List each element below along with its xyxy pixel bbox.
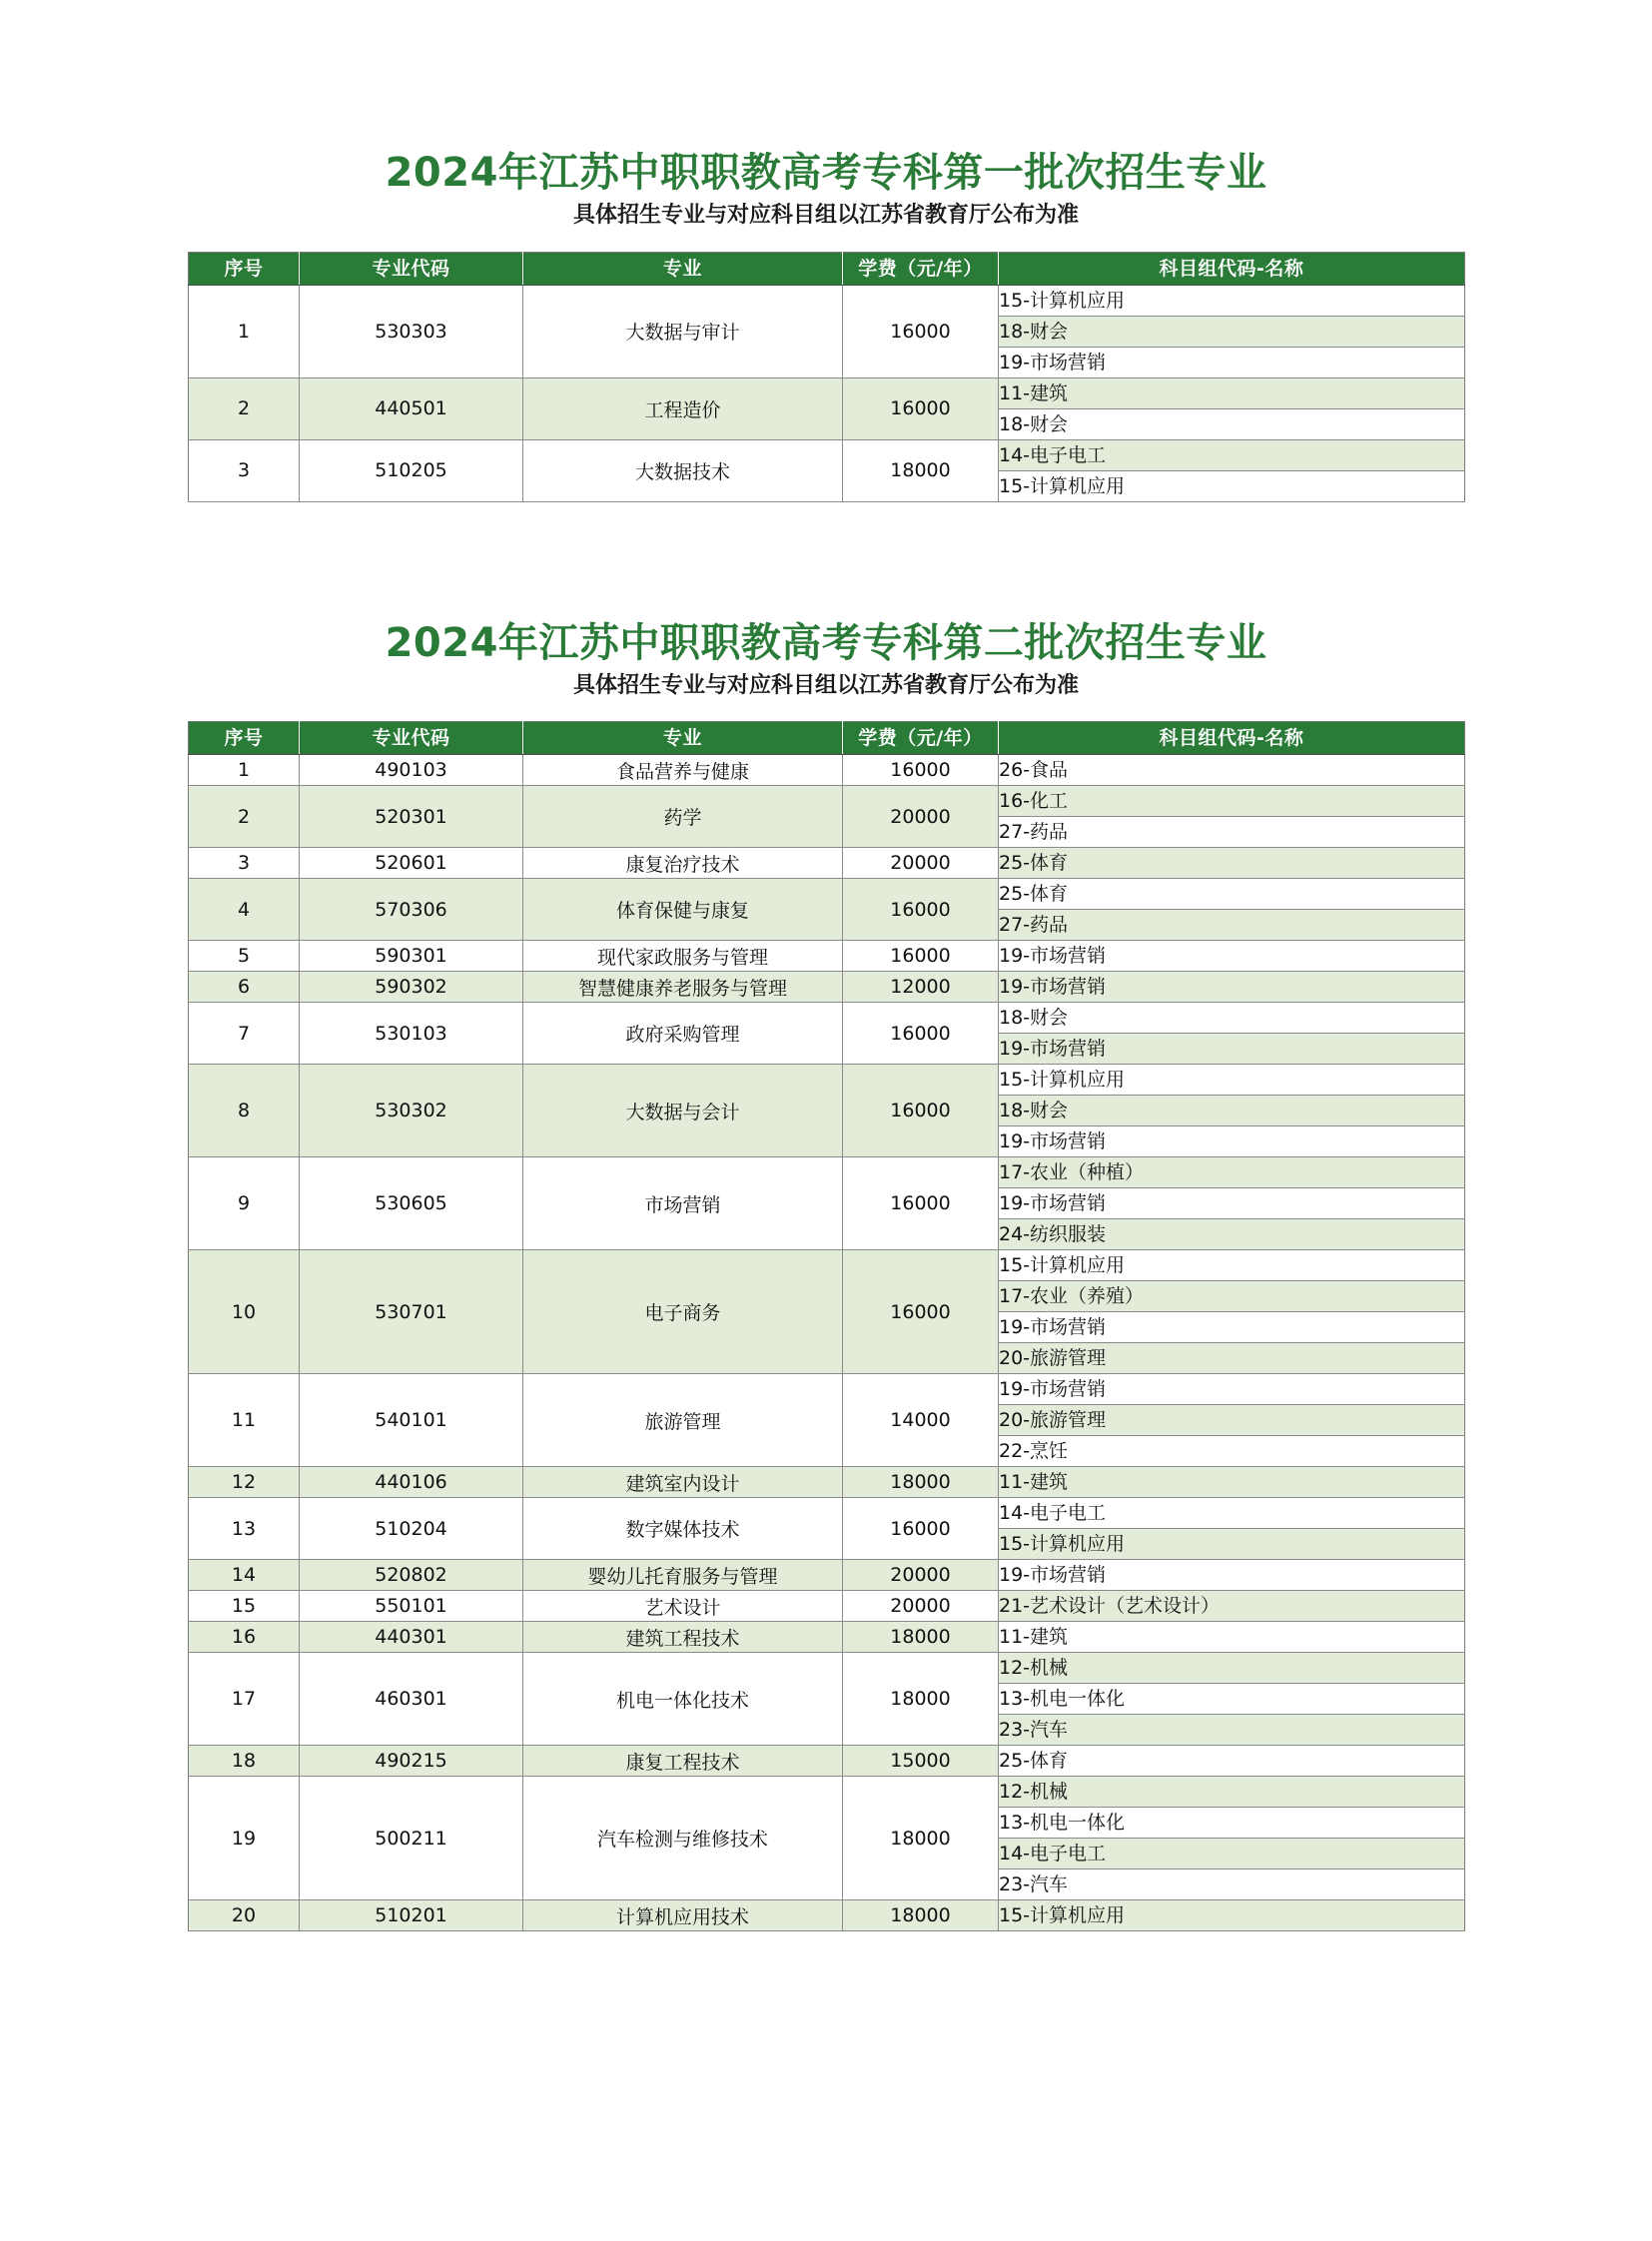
cell-subject-group: 19-市场营销 — [999, 347, 1465, 377]
cell-subject-group: 16-化工 — [999, 786, 1465, 817]
cell-major-code: 510201 — [300, 1900, 523, 1931]
col-header-subject-group: 科目组代码-名称 — [999, 252, 1465, 285]
cell-subject-group: 19-市场营销 — [999, 1374, 1465, 1405]
table-row — [189, 1591, 1465, 1622]
cell-subject-group: 21-艺术设计（艺术设计） — [999, 1591, 1465, 1622]
cell-subject-group: 17-农业（种植） — [999, 1157, 1465, 1188]
cell-major-name: 市场营销 — [523, 1157, 843, 1250]
col-header-major: 专业 — [523, 252, 843, 285]
cell-subject-group: 25-体育 — [999, 1746, 1465, 1777]
table-row — [189, 1746, 1465, 1777]
col-header-major-code: 专业代码 — [300, 252, 523, 285]
cell-subject-group: 24-纺织服装 — [999, 1219, 1465, 1250]
cell-subject-group: 27-药品 — [999, 817, 1465, 848]
cell-index: 13 — [189, 1498, 300, 1560]
cell-subject-group: 27-药品 — [999, 910, 1465, 941]
cell-subject-group: 11-建筑 — [999, 377, 1465, 408]
table-row — [189, 1157, 1465, 1188]
page-title-batch-one: 2024年江苏中职职教高考专科第一批次招生专业 — [385, 150, 1267, 196]
cell-subject-group: 15-计算机应用 — [999, 285, 1465, 316]
cell-major-name: 汽车检测与维修技术 — [523, 1777, 843, 1900]
cell-major-code: 530303 — [300, 285, 523, 377]
cell-tuition: 18000 — [843, 1653, 999, 1746]
table-row — [189, 439, 1465, 470]
cell-tuition: 20000 — [843, 786, 999, 848]
cell-index: 2 — [189, 377, 300, 439]
cell-tuition: 16000 — [843, 941, 999, 972]
table-header-batch-one — [189, 252, 1465, 285]
cell-major-name: 体育保健与康复 — [523, 879, 843, 941]
cell-major-name: 机电一体化技术 — [523, 1653, 843, 1746]
cell-major-code: 540101 — [300, 1374, 523, 1467]
cell-major-code: 530103 — [300, 1003, 523, 1065]
cell-subject-group: 19-市场营销 — [999, 1034, 1465, 1065]
cell-major-name: 艺术设计 — [523, 1591, 843, 1622]
cell-major-code: 530605 — [300, 1157, 523, 1250]
table-row — [189, 1250, 1465, 1281]
cell-index: 17 — [189, 1653, 300, 1746]
cell-subject-group: 15-计算机应用 — [999, 1900, 1465, 1931]
cell-index: 6 — [189, 972, 300, 1003]
cell-index: 11 — [189, 1374, 300, 1467]
cell-major-code: 440501 — [300, 377, 523, 439]
cell-major-name: 电子商务 — [523, 1250, 843, 1374]
table-row — [189, 1003, 1465, 1034]
cell-major-code: 520601 — [300, 848, 523, 879]
cell-subject-group: 23-汽车 — [999, 1869, 1465, 1900]
table-row — [189, 848, 1465, 879]
cell-tuition: 18000 — [843, 1900, 999, 1931]
cell-tuition: 18000 — [843, 1622, 999, 1653]
cell-major-code: 590302 — [300, 972, 523, 1003]
majors-table-batch-one — [188, 252, 1465, 502]
cell-major-name: 数字媒体技术 — [523, 1498, 843, 1560]
cell-tuition: 18000 — [843, 439, 999, 501]
col-header-major-code: 专业代码 — [300, 722, 523, 755]
cell-major-name: 智慧健康养老服务与管理 — [523, 972, 843, 1003]
cell-subject-group: 13-机电一体化 — [999, 1808, 1465, 1839]
cell-major-name: 现代家政服务与管理 — [523, 941, 843, 972]
cell-index: 20 — [189, 1900, 300, 1931]
cell-tuition: 16000 — [843, 1498, 999, 1560]
page-subtitle-batch-one: 具体招生专业与对应科目组以江苏省教育厅公布为准 — [572, 203, 1079, 229]
table-row — [189, 377, 1465, 408]
table-header-batch-two — [189, 722, 1465, 755]
cell-major-name: 政府采购管理 — [523, 1003, 843, 1065]
cell-subject-group: 15-计算机应用 — [999, 1529, 1465, 1560]
table-header-row — [189, 722, 1465, 755]
cell-index: 15 — [189, 1591, 300, 1622]
table-row — [189, 786, 1465, 817]
cell-major-code: 510204 — [300, 1498, 523, 1560]
cell-major-code: 520802 — [300, 1560, 523, 1591]
col-header-index: 序号 — [189, 252, 300, 285]
cell-subject-group: 14-电子电工 — [999, 1839, 1465, 1869]
cell-subject-group: 15-计算机应用 — [999, 1250, 1465, 1281]
table-row — [189, 285, 1465, 316]
cell-major-name: 旅游管理 — [523, 1374, 843, 1467]
cell-subject-group: 19-市场营销 — [999, 941, 1465, 972]
cell-index: 18 — [189, 1746, 300, 1777]
cell-subject-group: 25-体育 — [999, 879, 1465, 910]
cell-subject-group: 12-机械 — [999, 1653, 1465, 1684]
table-body-batch-two — [189, 755, 1465, 1931]
cell-subject-group: 19-市场营销 — [999, 1126, 1465, 1157]
cell-major-name: 建筑工程技术 — [523, 1622, 843, 1653]
cell-subject-group: 19-市场营销 — [999, 1188, 1465, 1219]
table-row — [189, 941, 1465, 972]
cell-subject-group: 15-计算机应用 — [999, 1065, 1465, 1096]
cell-subject-group: 17-农业（养殖） — [999, 1281, 1465, 1312]
cell-major-code: 530302 — [300, 1065, 523, 1157]
col-header-index: 序号 — [189, 722, 300, 755]
cell-index: 5 — [189, 941, 300, 972]
cell-major-code: 490103 — [300, 755, 523, 786]
cell-index: 10 — [189, 1250, 300, 1374]
table-row — [189, 879, 1465, 910]
cell-subject-group: 11-建筑 — [999, 1622, 1465, 1653]
cell-tuition: 14000 — [843, 1374, 999, 1467]
table-body-batch-one — [189, 285, 1465, 501]
cell-major-name: 大数据与审计 — [523, 285, 843, 377]
cell-tuition: 16000 — [843, 1003, 999, 1065]
cell-major-name: 建筑室内设计 — [523, 1467, 843, 1498]
col-header-tuition: 学费（元/年） — [843, 252, 999, 285]
cell-tuition: 20000 — [843, 1560, 999, 1591]
cell-major-code: 440106 — [300, 1467, 523, 1498]
cell-major-name: 药学 — [523, 786, 843, 848]
table-row — [189, 1622, 1465, 1653]
cell-tuition: 16000 — [843, 1157, 999, 1250]
cell-major-name: 食品营养与健康 — [523, 755, 843, 786]
cell-major-code: 520301 — [300, 786, 523, 848]
cell-subject-group: 20-旅游管理 — [999, 1343, 1465, 1374]
cell-subject-group: 12-机械 — [999, 1777, 1465, 1808]
table-row — [189, 1653, 1465, 1684]
table-row — [189, 1900, 1465, 1931]
cell-tuition: 18000 — [843, 1467, 999, 1498]
cell-major-code: 570306 — [300, 879, 523, 941]
cell-index: 19 — [189, 1777, 300, 1900]
cell-index: 1 — [189, 755, 300, 786]
cell-index: 4 — [189, 879, 300, 941]
cell-tuition: 16000 — [843, 285, 999, 377]
cell-major-code: 460301 — [300, 1653, 523, 1746]
cell-subject-group: 14-电子电工 — [999, 1498, 1465, 1529]
cell-subject-group: 26-食品 — [999, 755, 1465, 786]
cell-major-code: 550101 — [300, 1591, 523, 1622]
cell-tuition: 20000 — [843, 848, 999, 879]
cell-tuition: 16000 — [843, 755, 999, 786]
majors-table-batch-two — [188, 721, 1465, 1931]
cell-tuition: 18000 — [843, 1777, 999, 1900]
section-batch-one — [0, 0, 1652, 502]
cell-major-code: 590301 — [300, 941, 523, 972]
cell-subject-group: 15-计算机应用 — [999, 470, 1465, 501]
cell-index: 8 — [189, 1065, 300, 1157]
cell-tuition: 16000 — [843, 879, 999, 941]
table-row — [189, 1498, 1465, 1529]
cell-subject-group: 19-市场营销 — [999, 972, 1465, 1003]
col-header-tuition: 学费（元/年） — [843, 722, 999, 755]
cell-subject-group: 25-体育 — [999, 848, 1465, 879]
cell-tuition: 12000 — [843, 972, 999, 1003]
table-row — [189, 755, 1465, 786]
cell-index: 12 — [189, 1467, 300, 1498]
cell-subject-group: 18-财会 — [999, 316, 1465, 347]
cell-tuition: 16000 — [843, 1065, 999, 1157]
cell-tuition: 15000 — [843, 1746, 999, 1777]
table-row — [189, 1560, 1465, 1591]
cell-subject-group: 19-市场营销 — [999, 1560, 1465, 1591]
cell-major-code: 500211 — [300, 1777, 523, 1900]
table-header-row — [189, 252, 1465, 285]
cell-major-name: 婴幼儿托育服务与管理 — [523, 1560, 843, 1591]
cell-major-name: 康复治疗技术 — [523, 848, 843, 879]
table-row — [189, 972, 1465, 1003]
table-wrapper-batch-one — [188, 252, 1464, 502]
cell-major-name: 大数据与会计 — [523, 1065, 843, 1157]
table-row — [189, 1374, 1465, 1405]
cell-subject-group: 23-汽车 — [999, 1715, 1465, 1746]
cell-major-name: 大数据技术 — [523, 439, 843, 501]
cell-subject-group: 18-财会 — [999, 1096, 1465, 1126]
cell-index: 7 — [189, 1003, 300, 1065]
cell-subject-group: 11-建筑 — [999, 1467, 1465, 1498]
cell-index: 1 — [189, 285, 300, 377]
cell-index: 2 — [189, 786, 300, 848]
cell-subject-group: 18-财会 — [999, 1003, 1465, 1034]
table-row — [189, 1777, 1465, 1808]
cell-major-name: 康复工程技术 — [523, 1746, 843, 1777]
cell-major-code: 440301 — [300, 1622, 523, 1653]
table-wrapper-batch-two — [188, 721, 1464, 1931]
cell-subject-group: 18-财会 — [999, 408, 1465, 439]
cell-index: 3 — [189, 848, 300, 879]
cell-major-code: 530701 — [300, 1250, 523, 1374]
col-header-major: 专业 — [523, 722, 843, 755]
col-header-subject-group: 科目组代码-名称 — [999, 722, 1465, 755]
cell-subject-group: 14-电子电工 — [999, 439, 1465, 470]
cell-major-code: 510205 — [300, 439, 523, 501]
cell-major-code: 490215 — [300, 1746, 523, 1777]
cell-index: 16 — [189, 1622, 300, 1653]
cell-tuition: 16000 — [843, 1250, 999, 1374]
cell-major-name: 计算机应用技术 — [523, 1900, 843, 1931]
cell-index: 3 — [189, 439, 300, 501]
cell-index: 14 — [189, 1560, 300, 1591]
cell-tuition: 20000 — [843, 1591, 999, 1622]
page-title-batch-two: 2024年江苏中职职教高考专科第二批次招生专业 — [385, 619, 1267, 666]
cell-subject-group: 13-机电一体化 — [999, 1684, 1465, 1715]
table-row — [189, 1467, 1465, 1498]
cell-index: 9 — [189, 1157, 300, 1250]
cell-subject-group: 22-烹饪 — [999, 1436, 1465, 1467]
section-batch-two — [0, 502, 1652, 1932]
page-subtitle-batch-two: 具体招生专业与对应科目组以江苏省教育厅公布为准 — [572, 672, 1079, 698]
table-row — [189, 1065, 1465, 1096]
cell-subject-group: 19-市场营销 — [999, 1312, 1465, 1343]
cell-major-name: 工程造价 — [523, 377, 843, 439]
cell-tuition: 16000 — [843, 377, 999, 439]
cell-subject-group: 20-旅游管理 — [999, 1405, 1465, 1436]
